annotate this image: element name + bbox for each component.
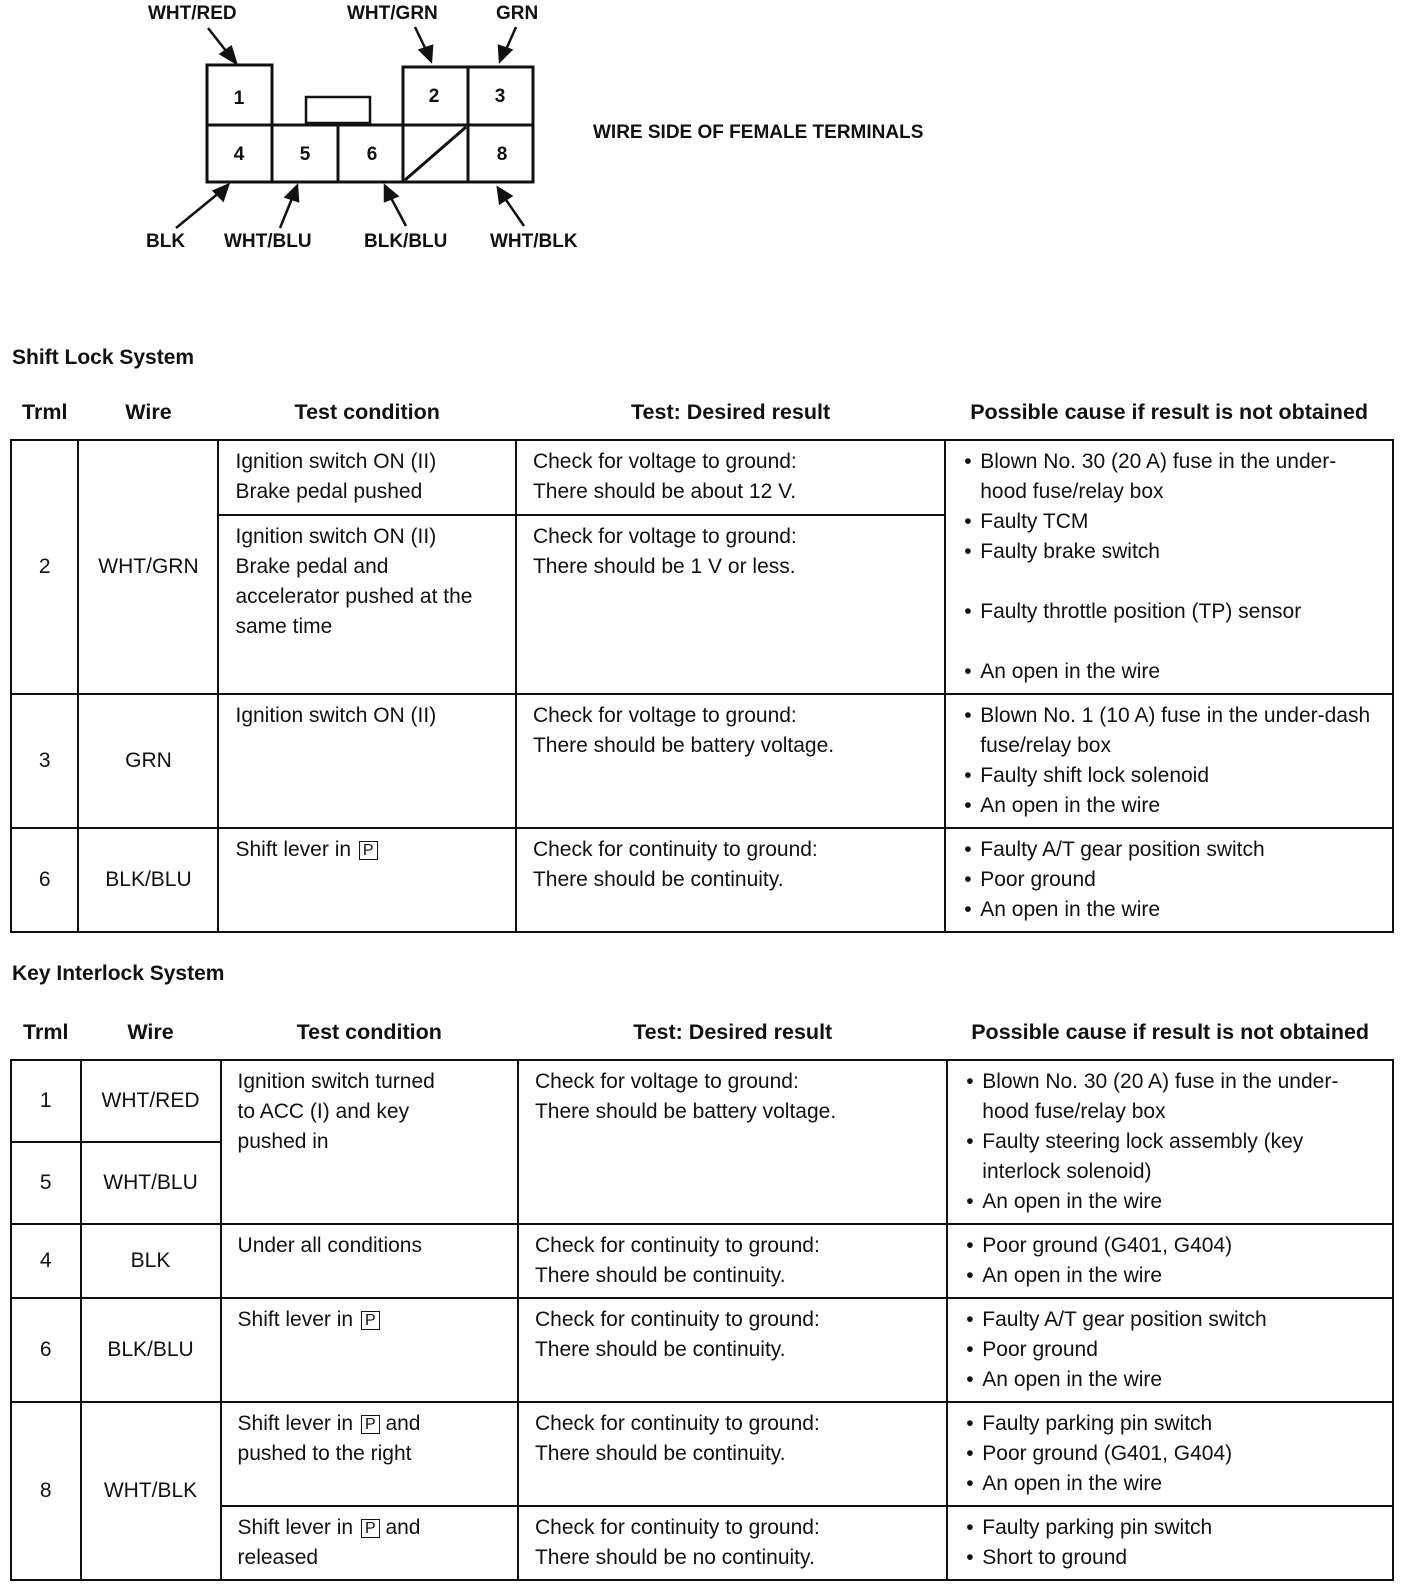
cause-item: • Poor ground (G401, G404) — [964, 1439, 1382, 1469]
trml-cell: 1 — [11, 1060, 81, 1142]
table-row — [11, 440, 1393, 515]
possible-cause-cell — [945, 694, 1393, 828]
desired-result-cell: Check for continuity to ground: There should be no continuity. — [518, 1506, 947, 1580]
key-interlock-title: Key Interlock System — [12, 962, 225, 985]
test-condition-cell: Ignition switch ON (II) Brake pedal and accelerator pushed at the same time — [218, 515, 515, 694]
trml-cell: 8 — [11, 1402, 81, 1580]
terminal-number: 4 — [233, 144, 245, 165]
wire-label-blk: BLK — [146, 231, 186, 252]
trml-cell: 4 — [11, 1224, 81, 1298]
test-condition-cell: Shift lever in P and released — [221, 1506, 518, 1580]
header-trml: Trml — [23, 1020, 69, 1044]
table-row — [11, 1060, 1393, 1142]
cause-item: • An open in the wire — [964, 1187, 1382, 1217]
cause-item: • Poor ground (G401, G404) — [964, 1231, 1382, 1261]
wire-cell: WHT/BLK — [81, 1402, 221, 1580]
terminal-number: 1 — [233, 88, 245, 109]
test-condition-cell: Shift lever in P — [221, 1298, 518, 1402]
cause-item: • Faulty A/T gear position switch — [962, 835, 1382, 865]
gear-p-symbol: P — [361, 1311, 380, 1330]
terminal-number: 2 — [428, 86, 440, 107]
possible-cause-cell — [947, 1506, 1393, 1580]
desired-result-cell: Check for continuity to ground: There should be continuity. — [518, 1402, 947, 1506]
header-desired-result: Test: Desired result — [633, 1020, 833, 1044]
test-condition-cell: Ignition switch ON (II) Brake pedal pushed — [218, 440, 515, 515]
cause-item: • Blown No. 30 (20 A) fuse in the under-hood fuse/relay box — [964, 1067, 1382, 1127]
header-desired-result: Test: Desired result — [631, 400, 831, 424]
test-condition-cell: Ignition switch ON (II) — [218, 694, 515, 828]
cause-item: • Faulty parking pin switch — [964, 1513, 1382, 1543]
table-row — [11, 1402, 1393, 1506]
terminal-number: 6 — [366, 144, 378, 165]
table-row — [11, 1298, 1393, 1402]
wire-cell: BLK/BLU — [78, 828, 218, 932]
wire-cell: GRN — [78, 694, 218, 828]
cause-item: • Faulty TCM — [962, 507, 1382, 537]
cause-item: • An open in the wire — [964, 1365, 1382, 1395]
header-trml: Trml — [22, 400, 68, 424]
cause-item: • Faulty brake switch — [962, 537, 1382, 567]
header-possible-cause: Possible cause if result is not obtained — [971, 1020, 1370, 1044]
terminal-number: 5 — [299, 144, 311, 165]
wire-label-grn: GRN — [496, 3, 539, 24]
possible-cause-cell — [947, 1402, 1393, 1506]
trml-cell: 3 — [11, 694, 78, 828]
gear-p-symbol: P — [359, 841, 378, 860]
table-row — [11, 828, 1393, 932]
table-row — [11, 1224, 1393, 1298]
trml-cell: 6 — [11, 1298, 81, 1402]
cause-item: • Faulty A/T gear position switch — [964, 1305, 1382, 1335]
header-test-condition: Test condition — [296, 1020, 442, 1044]
wire-cell: BLK/BLU — [81, 1298, 221, 1402]
wire-label-wht-red: WHT/RED — [148, 3, 237, 24]
wire-label-wht-blu: WHT/BLU — [224, 231, 312, 252]
shift-lock-title: Shift Lock System — [12, 346, 195, 369]
gear-p-symbol: P — [361, 1519, 380, 1538]
desired-result-cell: Check for continuity to ground: There should be continuity. — [518, 1224, 947, 1298]
wire-side-label: WIRE SIDE OF FEMALE TERMINALS — [593, 122, 924, 143]
possible-cause-cell — [945, 440, 1393, 694]
wire-label-wht-blk: WHT/BLK — [490, 231, 578, 252]
desired-result-cell: Check for voltage to ground: There should be battery voltage. — [516, 694, 945, 828]
wire-cell: WHT/GRN — [78, 440, 218, 694]
wire-cell: WHT/BLU — [81, 1142, 221, 1224]
test-condition-cell: Ignition switch turned to ACC (I) and key pushed in — [221, 1060, 518, 1224]
cause-item: • Short to ground — [964, 1543, 1382, 1573]
cause-item: • Faulty throttle position (TP) sensor — [962, 597, 1382, 627]
cause-item: • Poor ground — [962, 865, 1382, 895]
wire-label-blk-blu: BLK/BLU — [364, 231, 448, 252]
cause-item: • An open in the wire — [962, 895, 1382, 925]
wire-cell: WHT/RED — [81, 1060, 221, 1142]
shift-lock-table — [10, 392, 1394, 933]
header-wire: Wire — [127, 1020, 174, 1044]
test-condition-cell: Shift lever in P — [218, 828, 515, 932]
cause-item: • An open in the wire — [964, 1261, 1382, 1291]
wire-cell: BLK — [81, 1224, 221, 1298]
gear-p-symbol: P — [361, 1415, 380, 1434]
desired-result-cell: Check for voltage to ground: There should be battery voltage. — [518, 1060, 947, 1224]
cause-item: • An open in the wire — [962, 791, 1382, 821]
table-row — [11, 694, 1393, 828]
header-wire: Wire — [125, 400, 172, 424]
terminal-number: 8 — [496, 144, 508, 165]
trml-cell: 5 — [11, 1142, 81, 1224]
cause-item: • Faulty parking pin switch — [964, 1409, 1382, 1439]
terminal-number: 3 — [494, 86, 506, 107]
cause-item: • Poor ground — [964, 1335, 1382, 1365]
cause-item: • An open in the wire — [964, 1469, 1382, 1499]
possible-cause-cell — [947, 1224, 1393, 1298]
test-condition-cell: Shift lever in P and pushed to the right — [221, 1402, 518, 1506]
desired-result-cell: Check for voltage to ground: There should be 1 V or less. — [516, 515, 945, 694]
trml-cell: 2 — [11, 440, 78, 694]
lock-tab — [306, 97, 370, 123]
test-condition-cell: Under all conditions — [221, 1224, 518, 1298]
possible-cause-cell — [945, 828, 1393, 932]
desired-result-cell: Check for continuity to ground: There should be continuity. — [518, 1298, 947, 1402]
header-test-condition: Test condition — [294, 400, 440, 424]
cause-item: • Faulty shift lock solenoid — [962, 761, 1382, 791]
desired-result-cell: Check for voltage to ground: There should be about 12 V. — [516, 440, 945, 515]
empty-cavity-slash — [405, 127, 466, 180]
cause-item: • Blown No. 1 (10 A) fuse in the under-dash fuse/relay box — [962, 701, 1382, 761]
key-interlock-table — [10, 1010, 1394, 1581]
possible-cause-cell — [947, 1060, 1393, 1224]
cause-item: • Faulty steering lock assembly (key interlock solenoid) — [964, 1127, 1382, 1187]
trml-cell: 6 — [11, 828, 78, 932]
wire-label-wht-grn: WHT/GRN — [347, 3, 438, 24]
cause-item: • An open in the wire — [962, 657, 1382, 687]
desired-result-cell: Check for continuity to ground: There should be continuity. — [516, 828, 945, 932]
header-possible-cause: Possible cause if result is not obtained — [970, 400, 1369, 424]
cause-item: • Blown No. 30 (20 A) fuse in the under-hood fuse/relay box — [962, 447, 1382, 507]
possible-cause-cell — [947, 1298, 1393, 1402]
